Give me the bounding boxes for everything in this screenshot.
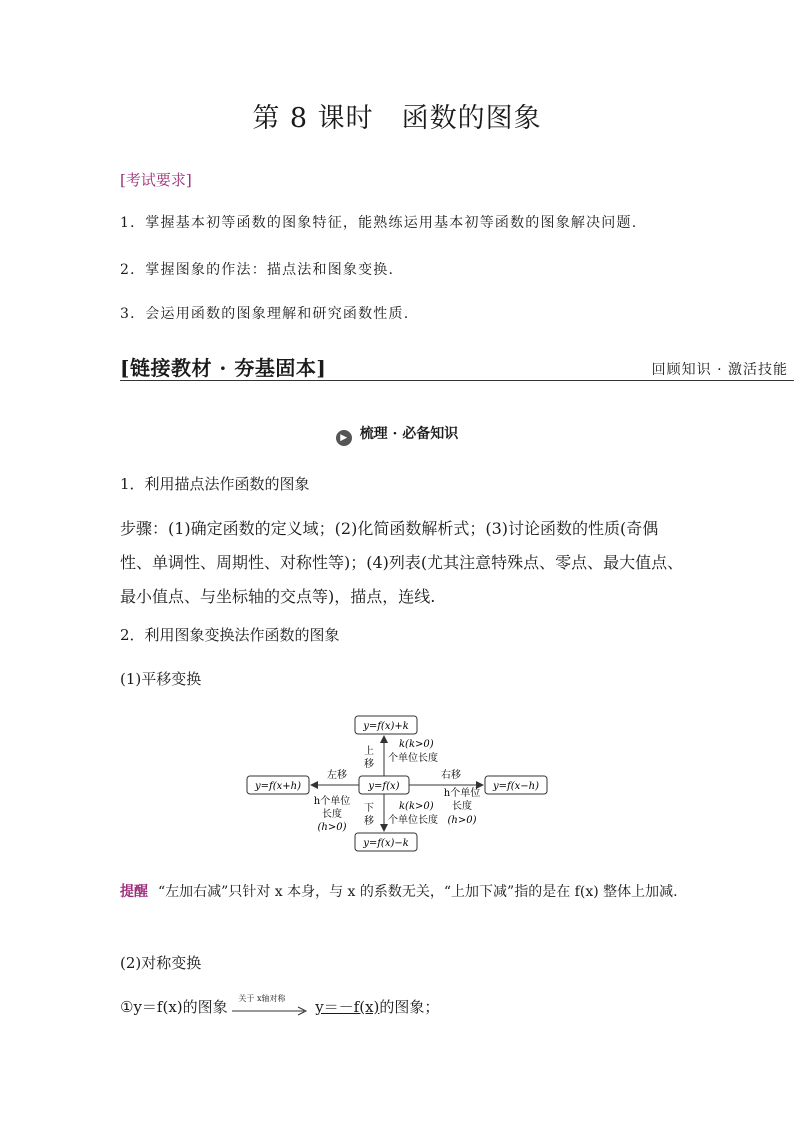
long-arrow-icon [232, 999, 310, 1017]
knowledge-subheading-label: 梳理 · 必备知识 [359, 426, 459, 442]
symmetry-title: (2)对称变换 [120, 954, 202, 972]
box-bottom-label: y=f(x)−k [363, 838, 409, 849]
reminder-text: “左加右减”只针对 x 本身，与 x 的系数无关，“上加下减”指的是在 f(x) 整体上加减. [158, 884, 678, 900]
section-divider [120, 380, 794, 381]
requirement-item: 3．会运用函数的图象理解和研究函数性质. [120, 306, 410, 322]
symmetry-rule-1 [120, 996, 439, 1017]
right-condition: (h>0) [447, 815, 477, 826]
sym1-prefix: ①y＝f(x)的图象 [120, 998, 228, 1016]
section-title: [链接教材 · 夯基固本] [120, 356, 327, 380]
down-condition: k(k>0) [399, 801, 434, 812]
sym1-result: y＝－f(x) [315, 998, 380, 1016]
sym1-arrow [232, 994, 310, 1017]
exam-requirements-tag: [考试要求] [120, 171, 192, 189]
page-title: 第 8 课时 函数的图象 [252, 103, 542, 134]
right-unit-2: 长度 [452, 801, 472, 812]
translation-title: (1)平移变换 [120, 670, 202, 688]
left-unit-2: 长度 [322, 809, 342, 820]
sym1-suffix: 的图象； [379, 998, 440, 1016]
right-label: 右移 [441, 770, 461, 781]
point1-title: 1．利用描点法作函数的图象 [120, 475, 310, 493]
left-unit-1: h个单位 [313, 796, 351, 807]
reminder-note [120, 876, 680, 908]
sym1-arrow-label: 关于 x轴对称 [238, 994, 286, 1003]
right-unit-1: h个单位 [443, 788, 481, 799]
reminder-label: 提醒 [120, 884, 148, 900]
box-center-label: y=f(x) [368, 781, 400, 792]
up-label-2: 移 [364, 759, 374, 770]
down-unit: 个单位长度 [388, 815, 438, 826]
up-unit: 个单位长度 [388, 753, 438, 764]
box-right-label: y=f(x−h) [493, 781, 539, 792]
box-left-label: y=f(x+h) [255, 781, 301, 792]
requirement-item: 1．掌握基本初等函数的图象特征，能熟练运用基本初等函数的图象解决问题. [120, 215, 638, 231]
down-label-1: 下 [364, 803, 374, 814]
up-label-1: 上 [364, 746, 374, 757]
point1-body: 步骤：(1)确定函数的定义域；(2)化简函数解析式；(3)讨论函数的性质(奇偶性、单调性、周期性、对称性等)；(4)列表(尤其注意特殊点、零点、最大值点、最小值点、与坐标轴的交点等)，描点，连线. [120, 519, 684, 606]
point2-title: 2．利用图象变换法作函数的图象 [120, 626, 340, 644]
knowledge-subheading [0, 423, 794, 446]
left-condition: (h>0) [317, 822, 347, 833]
section-subtitle: 回顾知识 · 激活技能 [651, 362, 788, 378]
box-top-label: y=f(x)+k [363, 721, 409, 732]
translation-diagram [240, 710, 560, 860]
down-label-2: 移 [364, 816, 374, 827]
up-condition: k(k>0) [399, 739, 434, 750]
play-icon: ▶ [336, 430, 352, 446]
requirement-item: 2．掌握图象的作法：描点法和图象变换. [120, 262, 395, 278]
left-label: 左移 [327, 770, 347, 781]
